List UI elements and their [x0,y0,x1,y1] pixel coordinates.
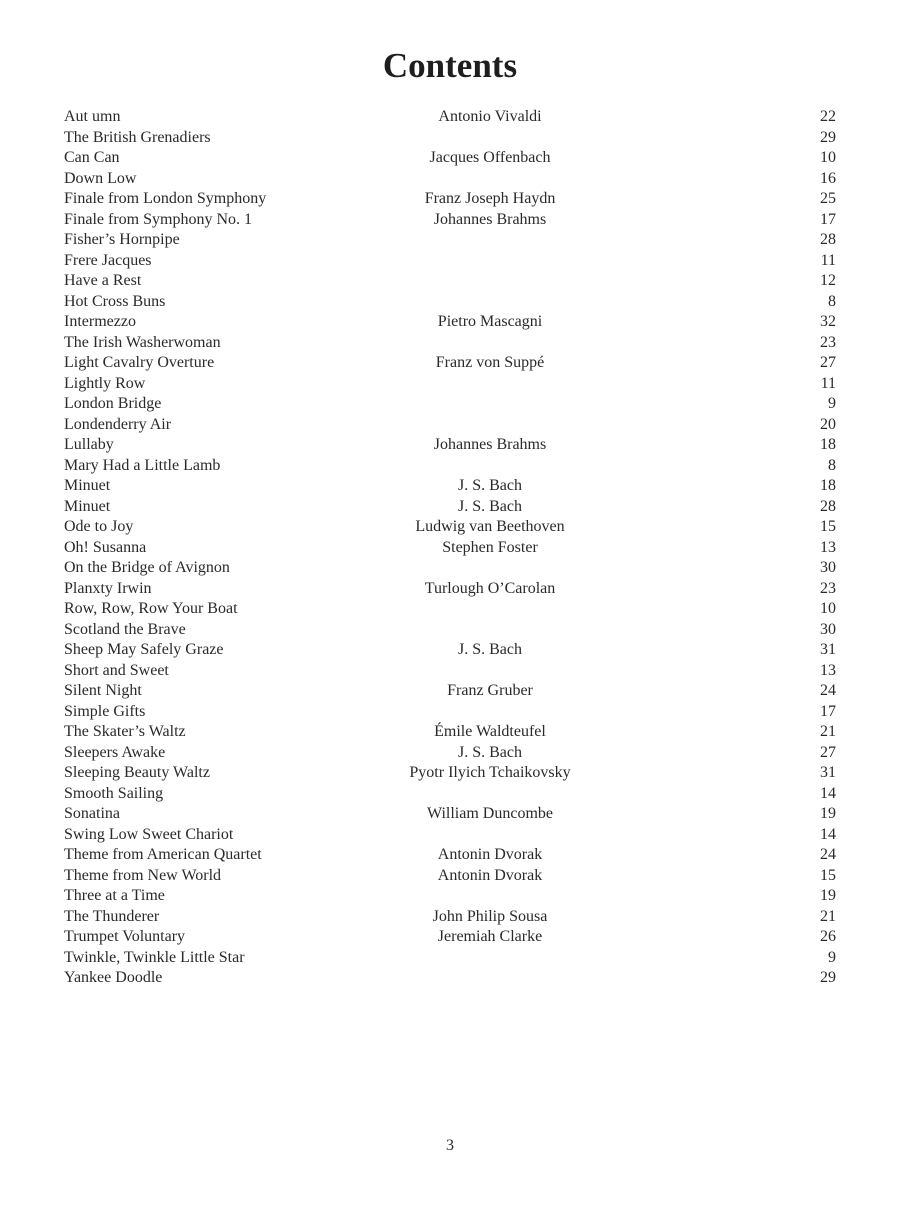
toc-entry [64,599,836,620]
toc-entry-page: 23 [820,333,836,351]
page-number: 3 [446,1137,454,1154]
toc-entry-page: 17 [820,702,836,720]
toc-entry [64,251,836,272]
toc-entry-composer: Johannes Brahms [433,210,547,228]
toc-entry [64,886,836,907]
toc-entry-composer: Antonin Dvorak [437,866,543,884]
toc-entry-title: Light Cavalry Overture [64,354,215,371]
toc-entry-title: Minuet [64,497,111,515]
toc-entry-title: Minuet [64,477,111,494]
toc-entry-title: Fisher’s Hornpipe [64,231,180,248]
toc-entry [64,271,836,292]
toc-entry [64,189,836,210]
toc-entry-page: 13 [820,661,836,679]
toc-entry-composer: Pyotr Ilyich Tchaikovsky [409,764,571,781]
toc-entry-title: Twinkle, Twinkle Little Star [64,948,245,966]
toc-entry-page: 8 [828,456,836,474]
toc-entry-page: 16 [820,169,836,187]
toc-entry [64,558,836,579]
toc-entry [64,620,836,641]
toc-entry [64,415,836,436]
toc-entry-page: 22 [820,108,836,125]
toc-entry-composer: Johannes Brahms [433,436,547,453]
toc-entry [64,517,836,538]
toc-entry [64,825,836,846]
toc-entry-composer: Pietro Mascagni [437,313,543,330]
toc-entry [64,476,836,497]
toc-entry-page: 26 [820,928,836,945]
toc-entry-page: 28 [820,231,836,248]
toc-entry-page: 13 [820,538,836,556]
toc-entry-page: 14 [820,825,836,843]
toc-entry [64,907,836,928]
toc-entry-page: 24 [820,846,836,863]
toc-entry-title: Can Can [64,149,120,166]
toc-entry [64,579,836,600]
contents-list [64,107,836,989]
toc-entry-composer: Jeremiah Clarke [437,928,543,945]
toc-entry-page: 18 [820,477,836,494]
toc-entry-page: 15 [820,866,836,884]
toc-entry-composer: J. S. Bach [458,477,522,494]
toc-entry-page: 10 [820,600,836,617]
toc-entry-page: 9 [828,948,836,966]
toc-entry-title: Mary Had a Little Lamb [64,456,221,474]
toc-entry-title: Aut umn [64,108,121,125]
toc-entry-page: 15 [820,518,836,535]
toc-entry-title: Intermezzo [64,313,136,330]
toc-entry-composer: Franz von Suppé [435,354,545,371]
toc-entry [64,538,836,559]
toc-entry [64,866,836,887]
toc-entry-title: Finale from London Symphony [64,190,267,207]
toc-entry [64,784,836,805]
page-title: Contents [382,46,518,85]
toc-entry-title: Finale from Symphony No. 1 [64,210,252,228]
toc-entry-title: Smooth Sailing [64,784,164,802]
toc-entry-composer: Émile Waldteufel [434,723,546,740]
toc-entry-title: Yankee Doodle [64,969,163,986]
toc-entry-title: The Thunderer [64,907,160,925]
toc-entry-page: 24 [820,682,836,699]
toc-entry-page: 25 [820,190,836,207]
toc-entry-page: 19 [820,805,836,822]
toc-entry [64,394,836,415]
toc-entry-title: Sleepers Awake [64,743,166,761]
toc-entry-page: 30 [820,620,836,638]
toc-entry-title: Theme from New World [64,866,222,884]
toc-entry-title: Ode to Joy [64,518,134,535]
toc-entry [64,640,836,661]
toc-entry-page: 27 [820,354,836,371]
toc-entry-title: Planxty Irwin [64,579,152,597]
toc-entry-title: Scotland the Brave [64,620,186,638]
toc-entry [64,948,836,969]
toc-entry-page: 11 [820,374,836,392]
toc-entry-title: Have a Rest [64,272,142,289]
toc-entry-composer: Stephen Foster [442,538,538,556]
toc-entry-page: 23 [820,579,836,597]
toc-entry-page: 11 [820,251,836,269]
toc-entry-title: Frere Jacques [64,251,152,269]
toc-entry-title: Theme from American Quartet [64,846,262,863]
toc-entry-composer: Antonio Vivaldi [438,108,542,125]
toc-entry-page: 10 [820,149,836,166]
toc-entry-title: Sleeping Beauty Waltz [64,764,210,781]
toc-entry-title: Oh! Susanna [64,538,147,556]
toc-entry [64,148,836,169]
toc-entry [64,312,836,333]
toc-entry-title: Down Low [64,169,137,187]
toc-entry-title: Sonatina [64,805,120,822]
toc-entry [64,210,836,231]
toc-entry [64,107,836,128]
toc-entry [64,702,836,723]
toc-entry-title: Simple Gifts [64,702,146,720]
toc-entry-title: Trumpet Voluntary [64,928,186,945]
toc-entry-page: 19 [820,887,836,904]
toc-entry-composer: J. S. Bach [458,743,522,761]
toc-entry-page: 31 [820,641,836,658]
toc-entry-title: Row, Row, Row Your Boat [64,600,238,617]
toc-entry [64,374,836,395]
toc-entry-page: 29 [820,128,836,146]
toc-entry [64,435,836,456]
toc-entry [64,722,836,743]
toc-entry-page: 9 [828,395,836,412]
toc-entry-page: 21 [820,723,836,740]
toc-entry-page: 14 [820,784,836,802]
toc-entry-page: 8 [828,292,836,310]
toc-entry-page: 27 [820,743,836,761]
toc-entry [64,927,836,948]
toc-entry-title: Lightly Row [64,374,146,392]
toc-entry-composer: J. S. Bach [458,497,522,515]
toc-entry [64,456,836,477]
toc-entry-title: Hot Cross Buns [64,292,166,310]
toc-entry [64,169,836,190]
toc-entry-page: 18 [820,436,836,453]
toc-entry-title: The Irish Washerwoman [64,333,221,351]
toc-entry-title: London Bridge [64,395,162,412]
toc-entry-title: On the Bridge of Avignon [64,559,230,576]
toc-entry-composer: William Duncombe [427,805,553,822]
toc-entry [64,763,836,784]
toc-entry [64,353,836,374]
toc-entry [64,128,836,149]
toc-entry-page: 28 [820,497,836,515]
toc-entry-page: 17 [820,210,836,228]
toc-entry-composer: Ludwig van Beethoven [415,518,565,535]
toc-entry-title: The British Grenadiers [64,128,211,146]
toc-entry-title: Short and Sweet [64,661,169,679]
toc-entry-title: The Skater’s Waltz [64,723,186,740]
toc-entry-title: Swing Low Sweet Chariot [64,825,234,843]
toc-entry-composer: Turlough O’Carolan [424,579,556,597]
toc-entry-page: 21 [820,907,836,925]
toc-entry-composer: Franz Joseph Haydn [424,190,556,207]
toc-entry-title: Silent Night [64,682,142,699]
toc-entry-page: 20 [820,415,836,433]
toc-entry-page: 32 [820,313,836,330]
toc-entry [64,333,836,354]
toc-entry [64,804,836,825]
toc-entry-composer: John Philip Sousa [432,907,548,925]
toc-entry [64,743,836,764]
toc-entry [64,681,836,702]
toc-entry-title: Sheep May Safely Graze [64,641,224,658]
toc-entry-title: Lullaby [64,436,114,453]
toc-entry-title: Londenderry Air [64,415,172,433]
toc-entry-page: 31 [820,764,836,781]
toc-entry [64,292,836,313]
toc-entry-composer: Antonin Dvorak [437,846,543,863]
toc-entry-page: 30 [820,559,836,576]
toc-entry [64,497,836,518]
toc-entry [64,230,836,251]
toc-entry [64,968,836,989]
toc-entry [64,845,836,866]
toc-entry-composer: J. S. Bach [458,641,522,658]
toc-entry [64,661,836,682]
toc-entry-composer: Franz Gruber [447,682,533,699]
toc-entry-page: 29 [820,969,836,986]
toc-entry-page: 12 [820,272,836,289]
toc-entry-composer: Jacques Offenbach [429,149,551,166]
toc-entry-title: Three at a Time [64,887,165,904]
